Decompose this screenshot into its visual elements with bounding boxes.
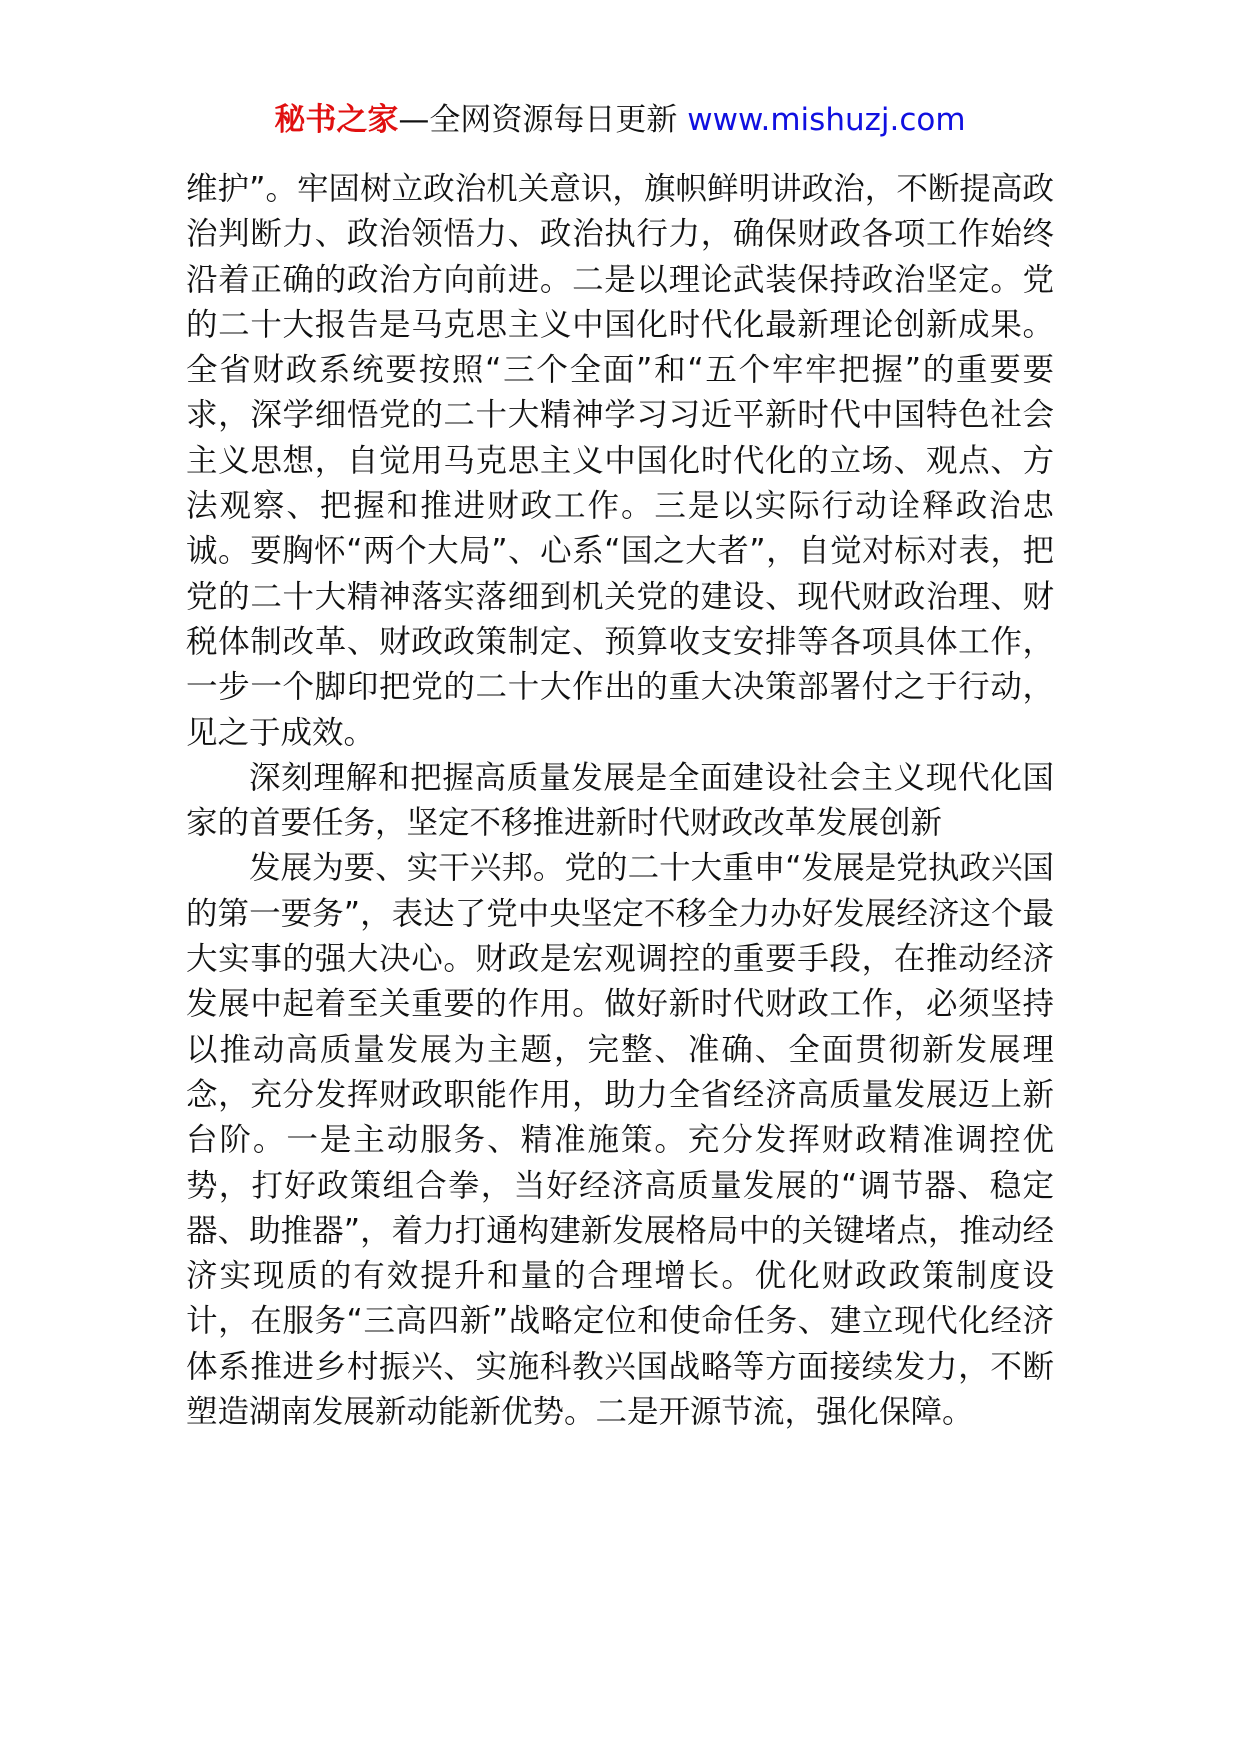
section-heading: 深刻理解和把握高质量发展是全面建设社会主义现代化国家的首要任务，坚定不移推进新时代财政改革发展创新 xyxy=(186,759,1054,842)
site-slogan: —全网资源每日更新 xyxy=(398,102,678,138)
page-header xyxy=(0,98,1240,142)
site-brand: 秘书之家 xyxy=(274,102,399,138)
body-paragraph: 发展为要、实干兴邦。党的二十大重申“发展是党执政兴国的第一要务”，表达了党中央坚定不移全力办好发展经济这个最大实事的强大决心。财政是宏观调控的重要手段，在推动经济发展中起着至关重要的作用。做好新时代财政工作，必须坚持以推动高质量发展为主题，完整、准确、全面贯彻新发展理念，充分发挥财政职能作用，助力全省经济高质量发展迈上新台阶。一是主动服务、精准施策。充分发挥财政精准调控优势，打好政策组合拳，当好经济高质量发展的“调节器、稳定器、助推器”，着力打通构建新发展格局中的关键堵点，推动经济实现质的有效提升和量的合理增长。优化财政政策制度设计，在服务“三高四新”战略定位和使命任务、建立现代化经济体系推进乡村振兴、实施科教兴国战略等方面接续发力，不断塑造湖南发展新动能新优势。二是开源节流，强化保障。 xyxy=(186,850,1054,1431)
document-body xyxy=(186,167,1054,1435)
site-url-link[interactable]: www.mishuzj.com xyxy=(687,102,966,138)
body-paragraph: 维护”。牢固树立政治机关意识，旗帜鲜明讲政治，不断提高政治判断力、政治领悟力、政治执行力，确保财政各项工作始终沿着正确的政治方向前进。二是以理论武装保持政治坚定。党的二十大报告是马克思主义中国化时代化最新理论创新成果。全省财政系统要按照“三个全面”和“五个牢牢把握”的重要要求，深学细悟党的二十大精神学习习近平新时代中国特色社会主义思想，自觉用马克思主义中国化时代化的立场、观点、方法观察、把握和推进财政工作。三是以实际行动诠释政治忠诚。要胸怀“两个大局”、心系“国之大者”，自觉对标对表，把党的二十大精神落实落细到机关党的建设、现代财政治理、财税体制改革、财政政策制定、预算收支安排等各项具体工作，一步一个脚印把党的二十大作出的重大决策部署付之于行动，见之于成效。 xyxy=(186,171,1054,751)
